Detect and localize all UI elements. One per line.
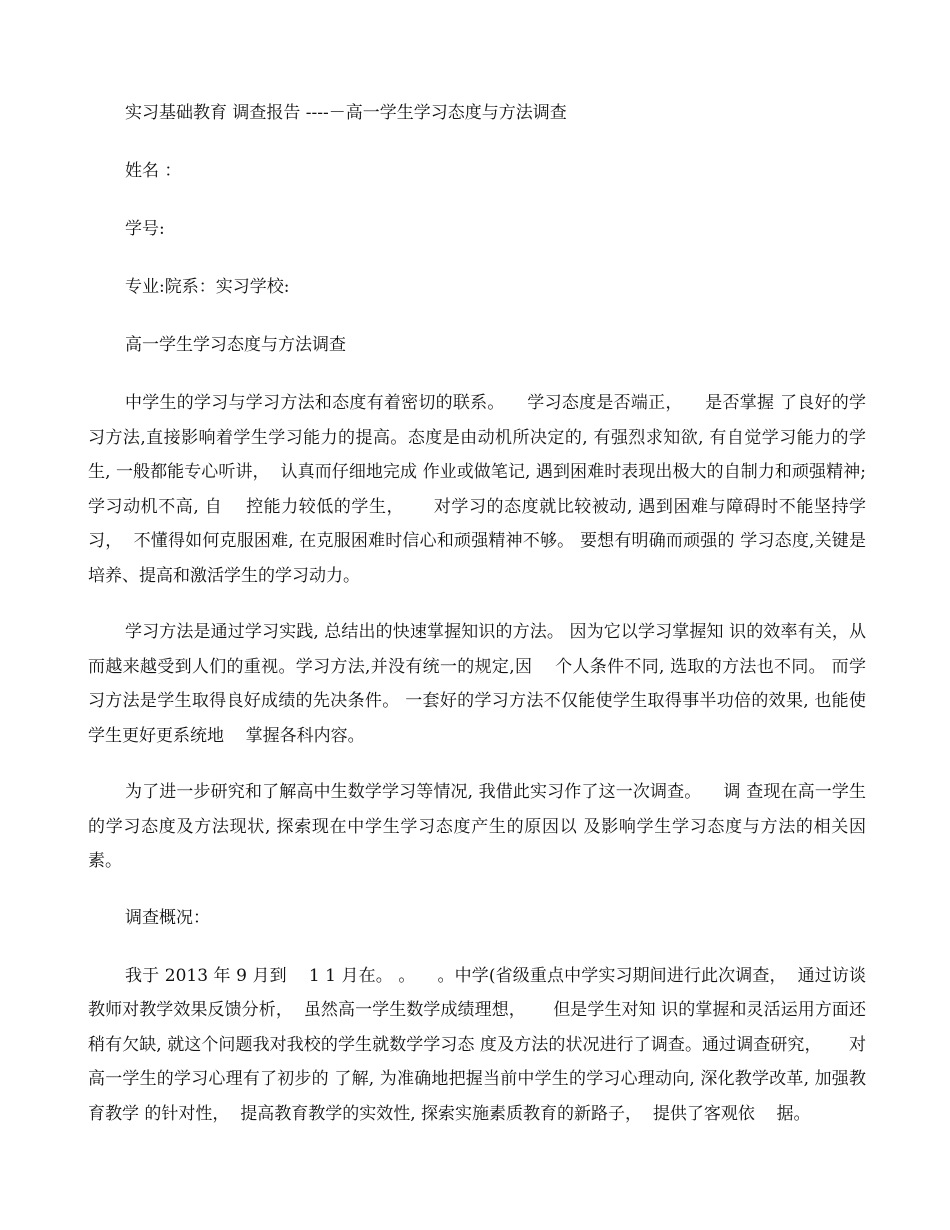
- paragraph-method: 学习方法是通过学习实践, 总结出的快速掌握知识的方法。 因为它以学习掌握知 识的效率有关，从而越来越受到人们的重视。学习方法,并没有统一的规定,因 个人条件不同, 选取的方法也不同。 而学习方法是学生取得良好成绩的先决条件。 一套好的学习方法不仅能使学生取得事半功倍的效果, 也能使学生更好更系统地 掌握各科内容。: [88, 622, 866, 746]
- name-label: 姓名 ：: [125, 161, 182, 181]
- paragraph-purpose: 为了进一步研究和了解高中生数学学习等情况, 我借此实习作了这一次调查。 调 查现在高一学生的学习态度及方法现状, 探索现在中学生学习态度产生的原因以 及影响学生学习态度与方法的相关因素。: [88, 782, 866, 871]
- paragraph-survey-overview: 我于 2013 年 9 月到 1 1 月在。 。 。中学(省级重点中学实习期间进行此次调查， 通过访谈教师对教学效果反馈分析， 虽然高一学生数学成绩理想， 但是学生对知 识的掌握和灵活运用方面还稍有欠缺, 就这个问题我对我校的学生就数学学习态 度及方法的状况进行了调查。通过调查研究， 对高一学生的学习心理有了初步的 了解, 为准确地把握当前中学生的学习心理动向, 深化教学改革, 加强教育教学 的针对性， 提高教育教学的实效性, 探索实施素质教育的新路子， 提供了客观依 据。: [88, 965, 866, 1124]
- survey-heading: 调查概况：: [125, 907, 210, 928]
- paragraph-attitude: 中学生的学习与学习方法和态度有着密切的联系。 学习态度是否端正， 是否掌握 了良好的学习方法,直接影响着学生学习能力的提高。态度是由动机所决定的, 有强烈求知欲, 有自觉学习能力的学生, 一般都能专心听讲， 认真而仔细地完成 作业或做笔记, 遇到困难时表现出极大的自制力和顽强精神; 学习动机不高, 自 控能力较低的学生， 对学习的态度就比较被动, 遇到困难与障碍时不能坚持学习， 不懂得如何克服困难, 在克服困难时信心和顽强精神不够。 要想有明确而顽强的 学习态度,关键是培养、提高和激活学生的学习动力。: [88, 393, 872, 586]
- document-page: [88, 96, 872, 1131]
- major-department-school-line: 专业:院系：实习学校:: [125, 277, 290, 297]
- document-title: 实习基础教育 调查报告 ----－高一学生学习态度与方法调查: [125, 103, 567, 123]
- student-id-label: 学号:: [125, 219, 165, 239]
- document-subtitle: 高一学生学习态度与方法调查: [125, 335, 346, 355]
